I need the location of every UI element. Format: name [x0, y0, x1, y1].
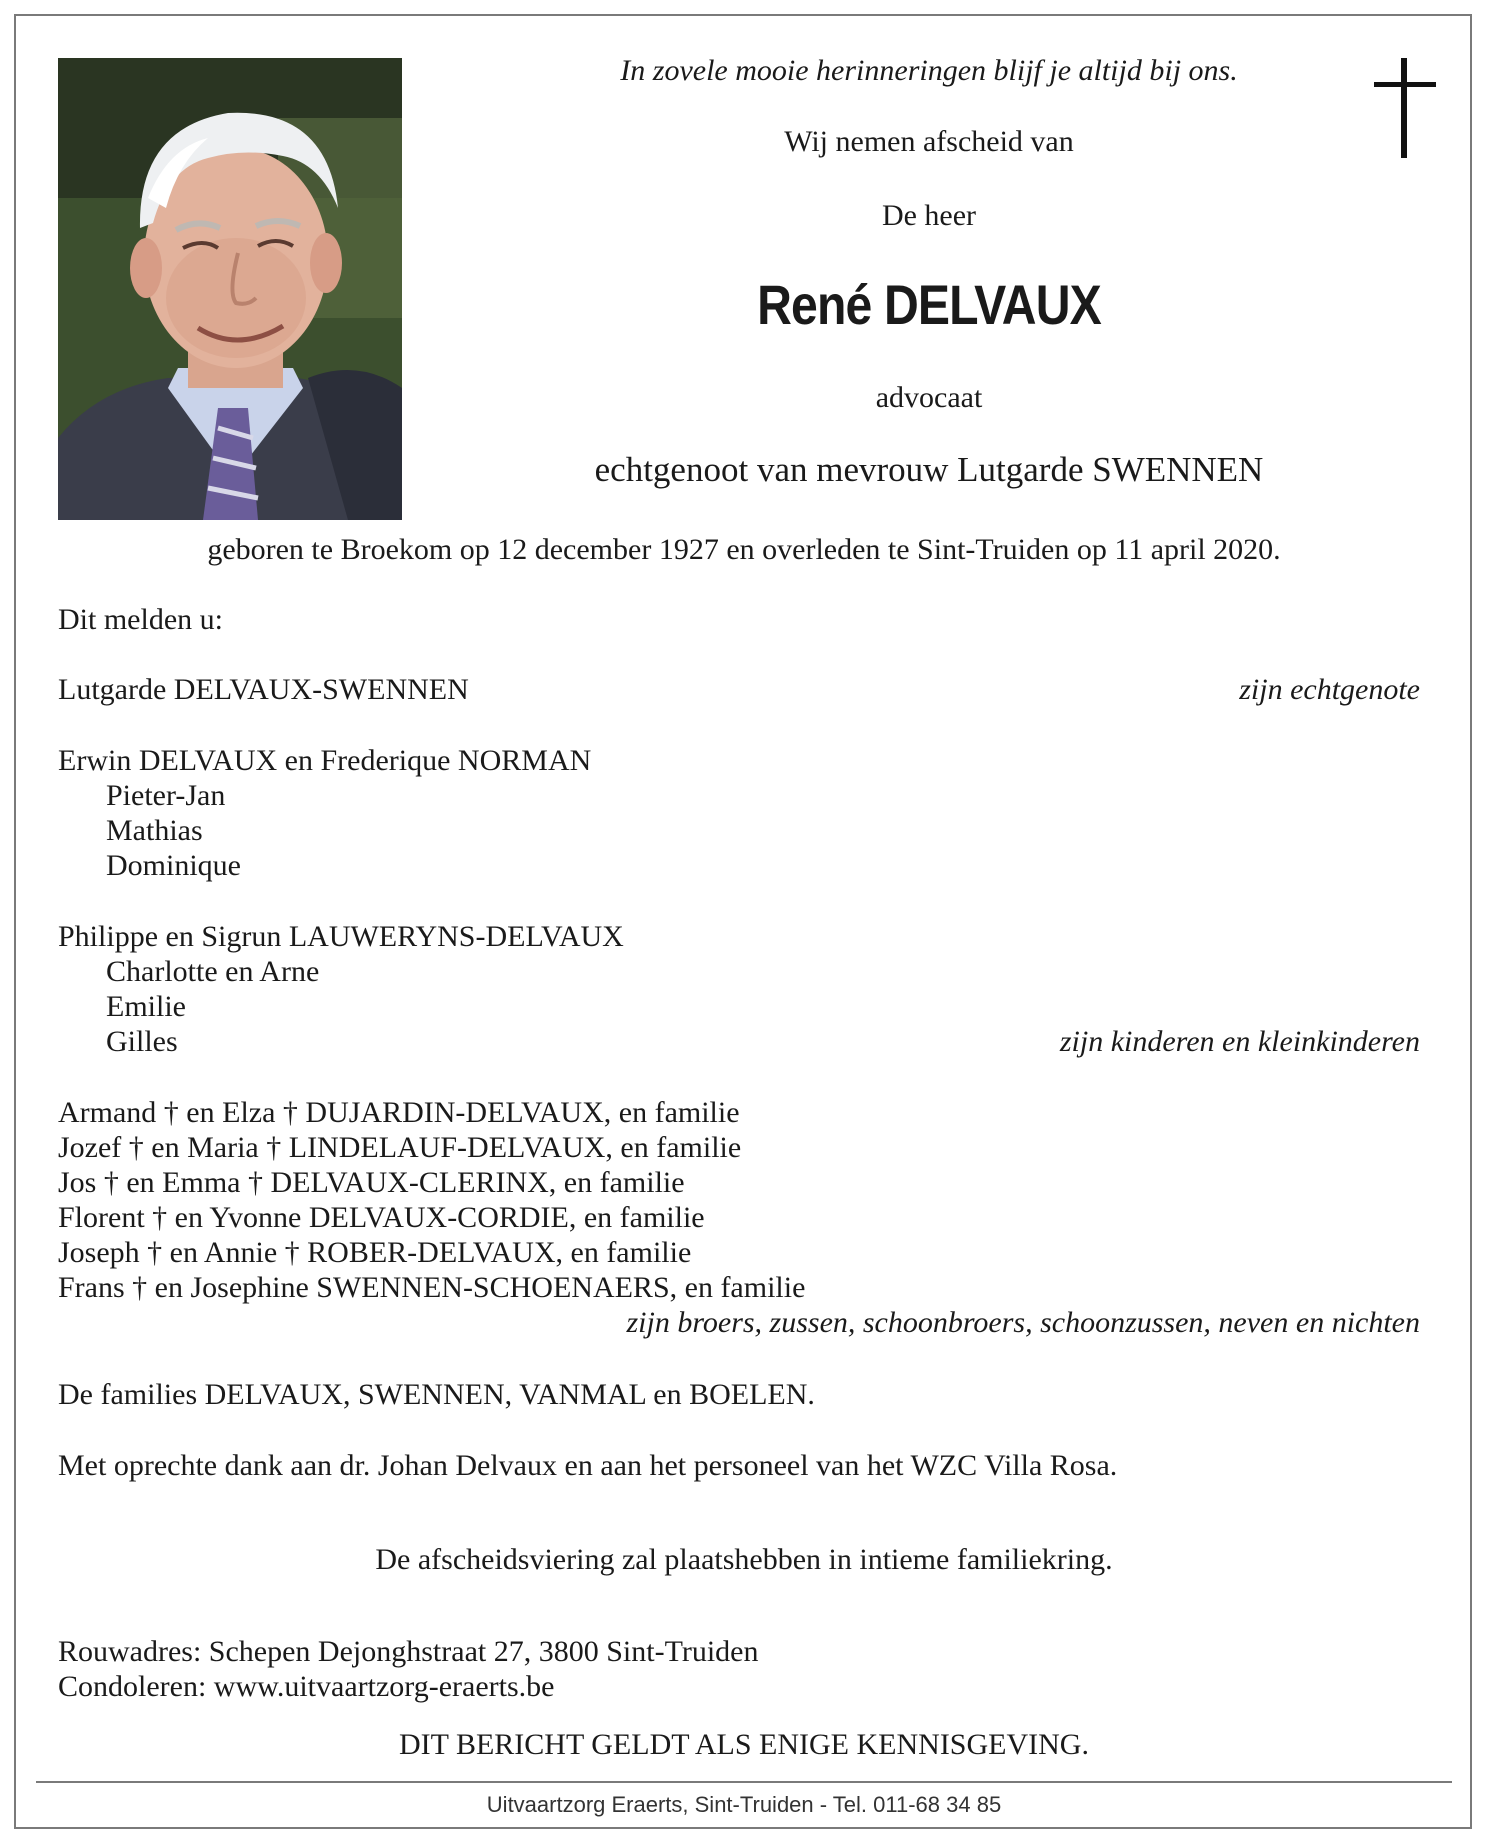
children-relation: zijn kinderen en kleinkinderen — [1059, 1025, 1420, 1058]
motto: In zovele mooie herinneringen blijf je altijd bij ons. — [620, 54, 1238, 87]
deceased-name: René DELVAUX — [757, 273, 1101, 336]
funeral-home-footer: Uitvaartzorg Eraerts, Sint-Truiden - Tel. 011-68 34 85 — [486, 1792, 1002, 1817]
address-line: Rouwadres: Schepen Dejonghstraat 27, 3800 Sint-Truiden — [58, 1635, 759, 1668]
spouse-relation: zijn echtgenote — [1239, 673, 1420, 706]
portrait-photo — [58, 58, 402, 520]
spouse-line: echtgenoot van mevrouw Lutgarde SWENNEN — [594, 450, 1264, 489]
thanks-line: Met oprechte dank aan dr. Johan Delvaux en aan het personeel van het WZC Villa Rosa. — [58, 1449, 1118, 1482]
grandchild: Mathias — [106, 814, 203, 847]
families-line: De families DELVAUX, SWENNEN, VANMAL en BOELEN. — [58, 1378, 815, 1411]
announcers-intro: Dit melden u: — [58, 603, 223, 636]
child-family-2: Philippe en Sigrun LAUWERYNS-DELVAUX — [58, 920, 624, 953]
sibling-line: Armand † en Elza † DUJARDIN-DELVAUX, en familie — [58, 1096, 740, 1129]
sibling-line: Jozef † en Maria † LINDELAUF-DELVAUX, en familie — [58, 1131, 742, 1164]
sibling-line: Joseph † en Annie † ROBER-DELVAUX, en familie — [58, 1236, 692, 1269]
birth-death-line: geboren te Broekom op 12 december 1927 en overleden te Sint-Truiden op 11 april 2020. — [207, 533, 1281, 566]
grandchild: Charlotte en Arne — [106, 955, 320, 988]
condolences-line: Condoleren: www.uitvaartzorg-eraerts.be — [58, 1670, 555, 1703]
salutation: De heer — [881, 199, 977, 232]
spouse-name: Lutgarde DELVAUX-SWENNEN — [58, 673, 469, 706]
grandchild: Dominique — [106, 849, 241, 882]
sibling-line: Jos † en Emma † DELVAUX-CLERINX, en familie — [58, 1166, 685, 1199]
ceremony-line: De afscheidsviering zal plaatshebben in intieme familiekring. — [375, 1543, 1113, 1576]
footer-divider — [36, 1781, 1452, 1783]
grandchild: Emilie — [106, 990, 186, 1023]
profession: advocaat — [875, 381, 983, 414]
siblings-relation: zijn broers, zussen, schoonbroers, schoonzussen, neven en nichten — [626, 1306, 1420, 1339]
grandchild: Pieter-Jan — [106, 779, 226, 812]
child-family-1: Erwin DELVAUX en Frederique NORMAN — [58, 744, 592, 777]
grandchild: Gilles — [106, 1025, 178, 1058]
intro-text: Wij nemen afscheid van — [784, 125, 1074, 158]
portrait-illustration — [58, 58, 402, 520]
sibling-line: Florent † en Yvonne DELVAUX-CORDIE, en familie — [58, 1201, 705, 1234]
notice-line: DIT BERICHT GELDT ALS ENIGE KENNISGEVING. — [399, 1728, 1089, 1761]
sibling-line: Frans † en Josephine SWENNEN-SCHOENAERS, en familie — [58, 1271, 806, 1304]
